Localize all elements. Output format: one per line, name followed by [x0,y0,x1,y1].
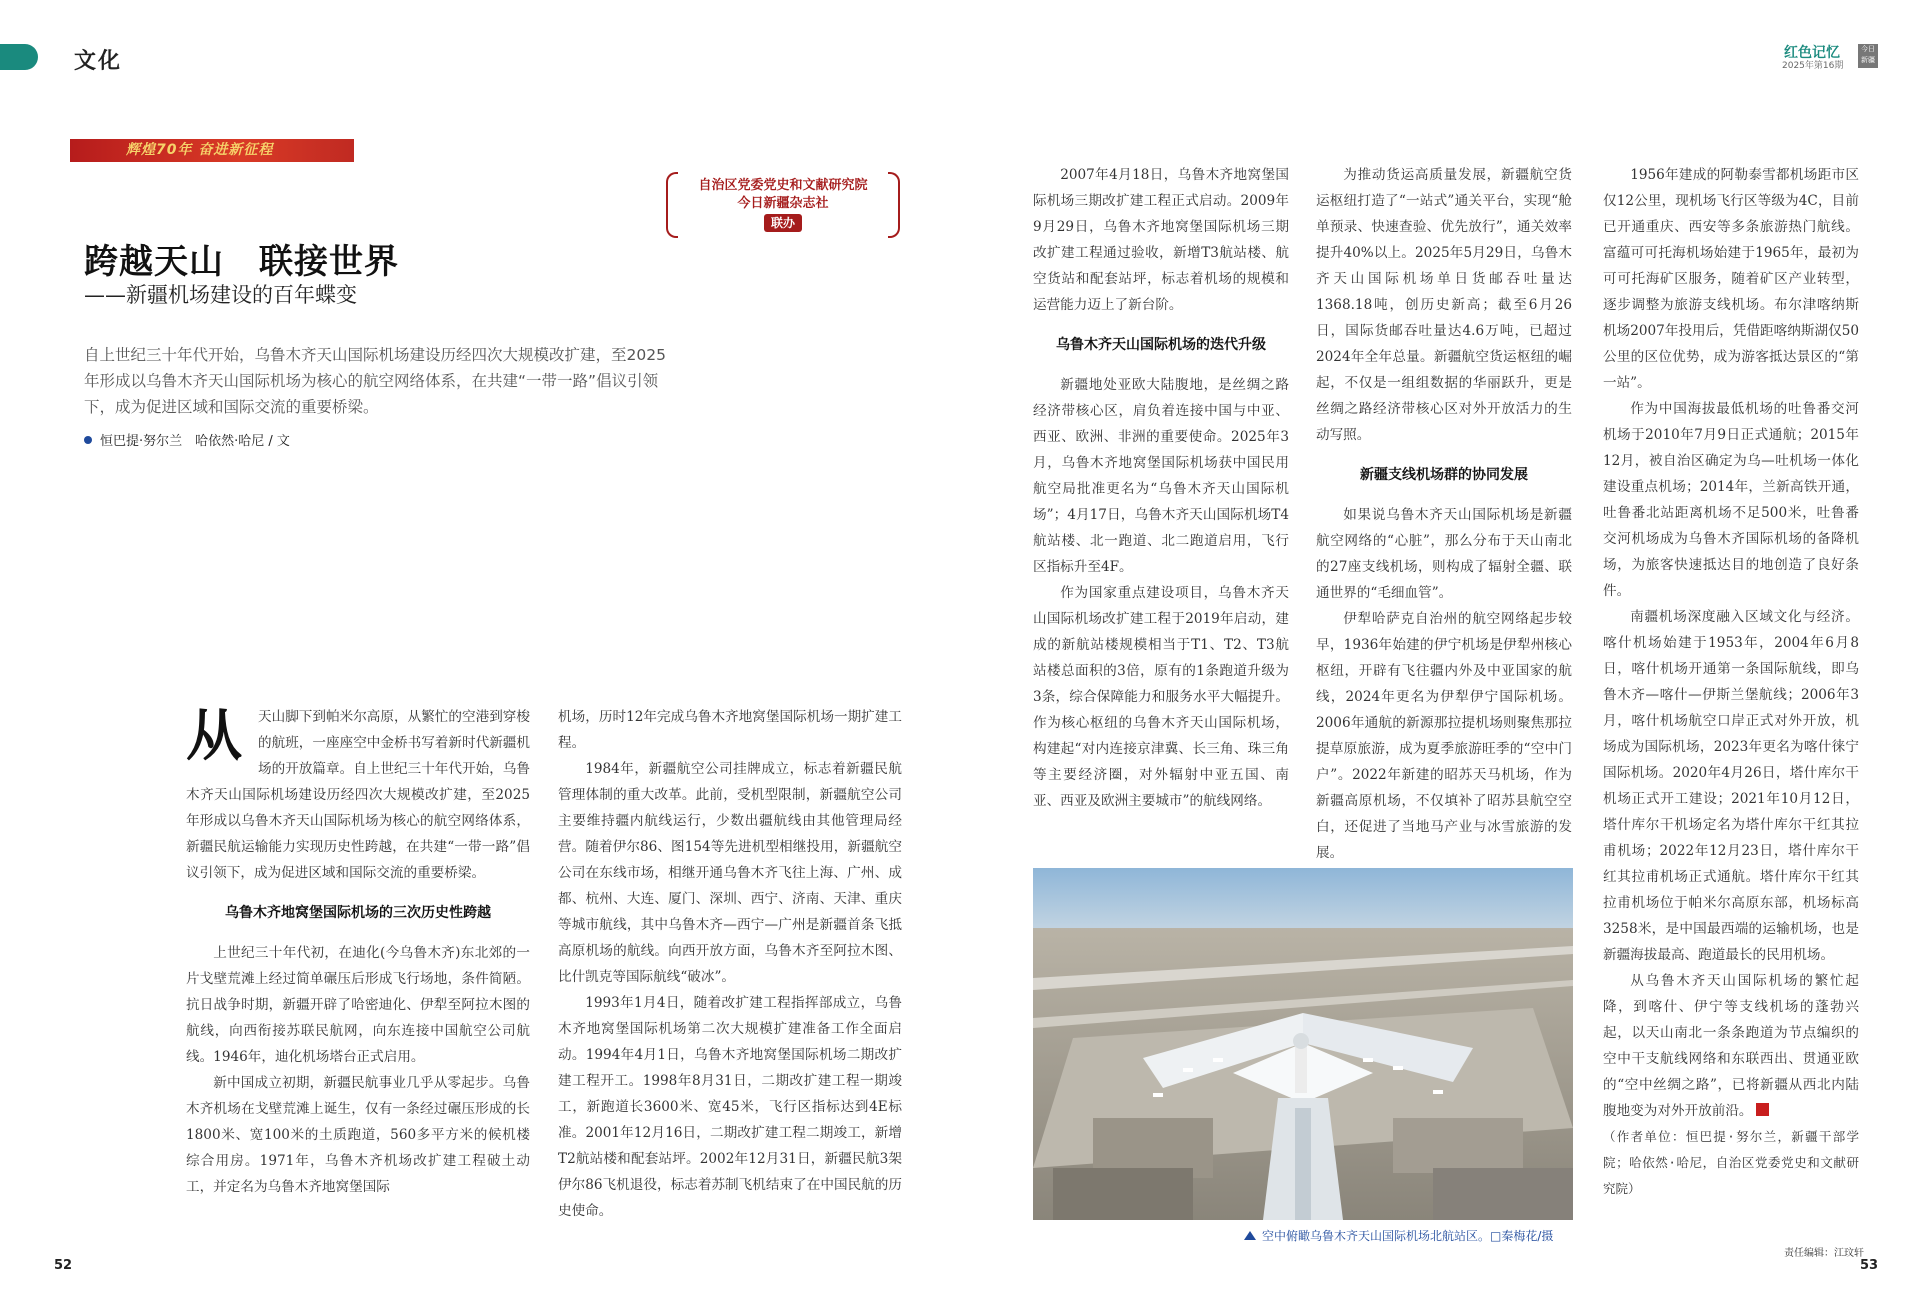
paragraph: 作为中国海拔最低机场的吐鲁番交河机场于2010年7月9日正式通航；2015年12月，被自治区确定为乌—吐机场一体化建设重点机场；2014年，兰新高铁开通，吐鲁番北站距离机场不足500米，吐鲁番交河机场成为乌鲁木齐国际机场的备降机场，为旅客快速抵达目的地创造了良好条件。 [1603,401,1859,599]
bullet-icon [84,436,92,444]
closing-paragraph-text: 从乌鲁木齐天山国际机场的繁忙起降，到喀什、伊宁等支线机场的蓬勃兴起，以天山南北一条条跑道为节点编织的空中干支航线网络和东联西出、贯通亚欧的“空中丝绸之路”，已将新疆从西北内陆腹地变为对外开放前沿。 [1603,973,1859,1119]
paragraph: 上世纪三十年代初，在迪化(今乌鲁木齐)东北郊的一片戈壁荒滩上经过简单碾压后形成飞行场地，条件简陋。抗日战争时期，新疆开辟了哈密迪化、伊犁至阿拉木图的航线，向西衔接苏联民航网，向东连接中国航空公司航线。1946年，迪化机场塔台正式启用。 [186,945,530,1065]
end-mark-icon [1756,1103,1769,1116]
drop-cap: 从 [186,703,242,769]
section-heading: 乌鲁木齐地窝堡国际机场的三次历史性跨越 [225,905,491,921]
paragraph [1603,968,1859,1124]
paragraph: 南疆机场深度融入区域文化与经济。喀什机场始建于1953年，2004年6月8日，喀什机场开通第一条国际航线，即乌鲁木齐—喀什—伊斯兰堡航线；2006年3月，喀什机场航空口岸正式对外开放，机场成为国际机场，2023年更名为喀什徕宁国际机场。2020年4月26日，塔什库尔干机场正式开工建设；2021年10月12日，塔什库尔干机场定名为塔什库尔干红其拉甫机场；2022年12月23日，塔什库尔干红其拉甫机场正式通航。塔什库尔干红其拉甫机场位于帕米尔高原东部，机场标高3258米，是中国最西端的运输机场，也是新疆海拔最高、跑道最长的民用机场。 [1603,609,1859,963]
magazine-logo: 今日新疆 [1858,44,1878,68]
author-affiliation: （作者单位：恒巴提·努尔兰，新疆干部学院；哈依然·哈尼，自治区党委党史和文献研究院） [1603,1129,1859,1196]
paragraph: 1984年，新疆航空公司挂牌成立，标志着新疆民航管理体制的重大改革。此前，受机型限制，新疆航空公司主要维持疆内航线运行，少数出疆航线由其他管理局经营。随着伊尔86、图154等先进机型相继投用，新疆航空公司在东线市场，相继开通乌鲁木齐飞往上海、广州、成都、杭州、大连、厦门、深圳、西宁、济南、天津、重庆等城市航线，其中乌鲁木齐—西宁—广州是新疆首条飞抵高原机场的航线。向西开放方面，乌鲁木齐至阿拉木图、比什凯克等国际航线“破冰”。 [558,761,902,985]
photo-caption [1244,1227,1553,1244]
byline-text: 恒巴提·努尔兰 哈依然·哈尼 / 文 [100,434,290,449]
paragraph: 新中国成立初期，新疆民航事业几乎从零起步。乌鲁木齐机场在戈壁荒滩上诞生，仅有一条经过碾压形成的长1800米、宽100米的土质跑道，560多平方米的候机楼综合用房。1971年，乌鲁木齐机场改扩建工程破土动工，并定名为乌鲁木齐地窝堡国际 [186,1075,530,1195]
paragraph: 为推动货运高质量发展，新疆航空货运枢纽打造了“一站式”通关平台，实现“舱单预录、快速查验、优先放行”，通关效率提升40%以上。2025年5月29日，乌鲁木齐天山国际机场单日货邮吞吐量达1368.18吨，创历史新高；截至6月26日，国际货邮吞吐量达4.6万吨，已超过2024年全年总量。新疆航空货运枢纽的崛起，不仅是一组组数据的华丽跃升，更是丝绸之路经济带核心区对外开放活力的生动写照。 [1316,167,1572,443]
paragraph: 伊犁哈萨克自治州的航空网络起步较早，1936年始建的伊宁机场是伊犁州核心枢纽，开辟有飞往疆内外及中亚国家的航线，2024年更名为伊犁伊宁国际机场。2006年通航的新源那拉提机场则聚焦那拉提草原旅游，成为夏季旅游旺季的“空中门户”。2022年新建的昭苏天马机场，作为新疆高原机场，不仅填补了昭苏县航空空白，还促进了当地马产业与冰雪旅游的发展。 [1316,611,1572,861]
airport-aerial-illustration [1033,868,1573,1220]
caption-text: 空中俯瞰乌鲁木齐天山国际机场北航站区。□秦梅花/摄 [1262,1229,1554,1243]
body-column-1 [186,704,530,1200]
article-title: 跨越天山 联接世界 [84,242,399,282]
body-column-3 [1033,162,1289,814]
page-number-right: 53 [1860,1258,1879,1273]
section-tab-marker [0,44,38,70]
body-column-5 [1603,162,1859,1202]
article-lede: 自上世纪三十年代开始，乌鲁木齐天山国际机场建设历经四次大规模改扩建，至2025年形成以乌鲁木齐天山国际机场为核心的航空网络体系，在共建“一带一路”倡议引领下，成为促进区域和国际交流的重要桥梁。 [84,346,666,416]
anniversary-banner [70,139,354,162]
article-subtitle: ——新疆机场建设的百年蝶变 [84,283,357,307]
magazine-issue: 2025年第16期 [1782,61,1844,71]
paragraph: 如果说乌鲁木齐天山国际机场是新疆航空网络的“心脏”，那么分布于天山南北的27座支线机场，则构成了辐射全疆、联通世界的“毛细血管”。 [1316,507,1572,601]
airport-aerial-photo [1033,868,1573,1220]
body-column-2 [558,704,902,1224]
paragraph: 1956年建成的阿勒泰雪都机场距市区仅12公里，现机场飞行区等级为4C，目前已开通重庆、西安等多条旅游热门航线。富蕴可可托海机场始建于1965年，最初为可可托海矿区服务，随着矿区产业转型，逐步调整为旅游支线机场。布尔津喀纳斯机场2007年投用后，凭借距喀纳斯湖仅50公里的区位优势，成为游客抵达景区的“第一站”。 [1603,167,1859,391]
caption-triangle-icon [1244,1231,1256,1240]
byline [84,430,290,449]
joint-publisher-badge [666,172,900,238]
badge-tag: 联办 [764,214,802,232]
section-heading: 乌鲁木齐天山国际机场的迭代升级 [1056,337,1266,353]
paragraph: 新疆地处亚欧大陆腹地，是丝绸之路经济带核心区，肩负着连接中国与中亚、西亚、欧洲、非洲的重要使命。2025年3月，乌鲁木齐地窝堡国际机场获中国民用航空局批准更名为“乌鲁木齐天山国际机场”；4月17日，乌鲁木齐天山国际机场T4航站楼、北一跑道、北二跑道启用，飞行区指标升至4F。 [1033,377,1289,575]
paragraph: 机场，历时12年完成乌鲁木齐地窝堡国际机场一期扩建工程。 [558,709,902,751]
body-column-4 [1316,162,1572,866]
paragraph: 2007年4月18日，乌鲁木齐地窝堡国际机场三期改扩建工程正式启动。2009年9月29日，乌鲁木齐地窝堡国际机场三期改扩建工程通过验收，新增T3航站楼、航空货站和配套站坪，标志着机场的规模和运营能力迈上了新台阶。 [1033,167,1289,313]
paragraph: 天山脚下到帕米尔高原，从繁忙的空港到穿梭的航班，一座座空中金桥书写着新时代新疆机场的开放篇章。自上世纪三十年代开始，乌鲁木齐天山国际机场建设历经四次大规模改扩建，至2025年形成以乌鲁木齐天山国际机场为核心的航空网络体系，新疆民航运输能力实现历史性跨越，在共建“一带一路”倡议引领下，成为促进区域和国际交流的重要桥梁。 [186,709,530,881]
paragraph: 1993年1月4日，随着改扩建工程指挥部成立，乌鲁木齐地窝堡国际机场第二次大规模扩建准备工作全面启动。1994年4月1日，乌鲁木齐地窝堡国际机场二期改扩建工程开工。1998年8月31日，二期改扩建工程一期竣工，新跑道长3600米、宽45米，飞行区指标达到4E标准。2001年12月16日，二期改扩建工程二期竣工，新增T2航站楼和配套站坪。2002年12月31日，新疆民航3架伊尔86飞机退役，标志着苏制飞机结束了在中国民航的历史使命。 [558,995,902,1219]
responsible-editor: 责任编辑：江玟轩 [1784,1248,1864,1259]
banner-text: 辉煌70年 奋进新征程 [126,142,274,158]
badge-line-2: 今日新疆杂志社 [737,196,829,211]
page-number-left: 52 [54,1258,73,1273]
paragraph: 作为国家重点建设项目，乌鲁木齐天山国际机场改扩建工程于2019年启动，建成的新航站楼规模相当于T1、T2、T3航站楼总面积的3倍，原有的1条跑道升级为3条，综合保障能力和服务水平大幅提升。作为核心枢纽的乌鲁木齐天山国际机场，构建起“对内连接京津冀、长三角、珠三角等主要经济圈，对外辐射中亚五国、南亚、西亚及欧洲主要城市”的航线网络。 [1033,585,1289,809]
section-title: 文化 [74,49,123,74]
magazine-column-title: 红色记忆 [1784,45,1840,61]
badge-line-1: 自治区党委党史和文献研究院 [698,178,868,193]
section-heading: 新疆支线机场群的协同发展 [1360,467,1528,483]
